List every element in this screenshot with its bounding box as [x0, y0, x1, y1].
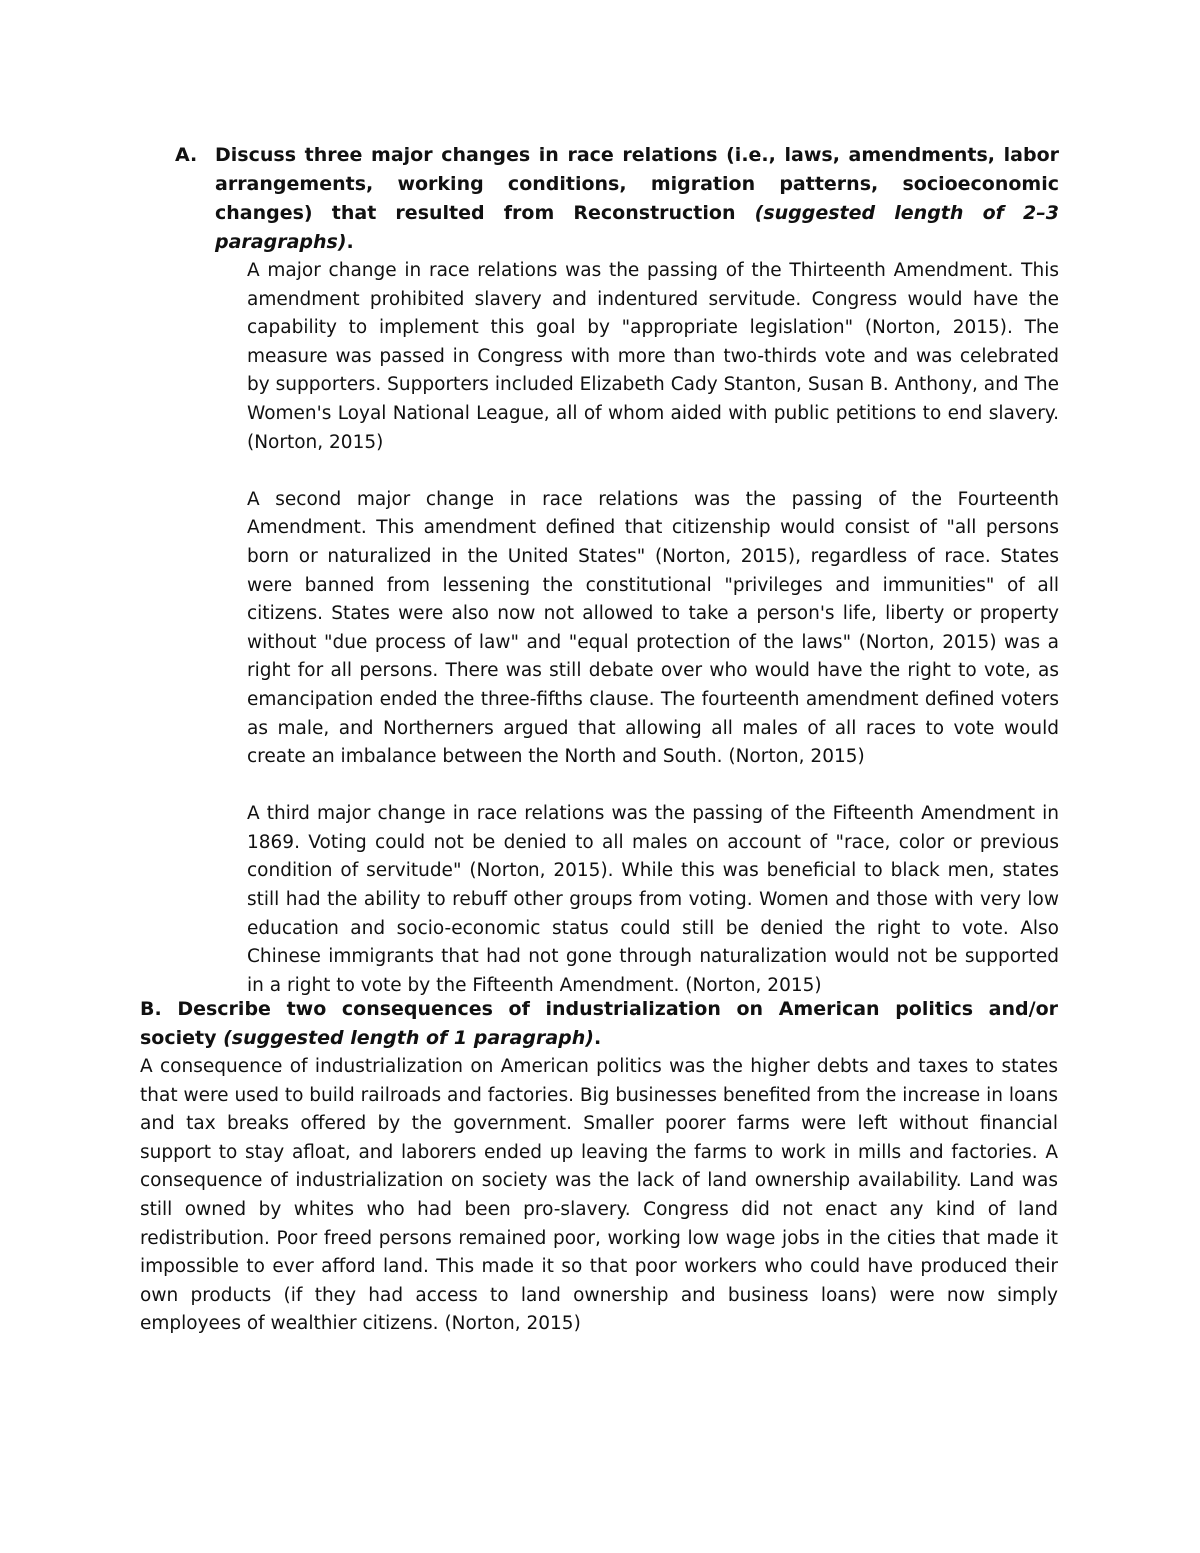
question-b-section	[140, 995, 1058, 1339]
answer-paragraph-1: A major change in race relations was the passing of the Thirteenth Amendment. This amendment prohibited slavery and indentured servitude. Congress would have the capability to implement this goal by "appropriate legislation" (Norton, 2015). The measure was passed in Congress with more than two-thirds vote and was celebrated by supporters. Supporters included Elizabeth Cady Stanton, Susan B. Anthony, and The Women's Loyal National League, all of whom aided with public petitions to end slavery. (Norton, 2015)	[247, 260, 1059, 453]
question-b-answer: A consequence of industrialization on American politics was the higher debts and taxes to states that were used to build railroads and factories. Big businesses benefited from the increase in loans and tax breaks offered by the government. Smaller poorer farms were left without financial support to stay afloat, and laborers ended up leaving the farms to work in mills and factories. A consequence of industrialization on society was the lack of land ownership availability. Land was still owned by whites who had been pro-slavery. Congress did not enact any kind of land redistribution. Poor freed persons remained poor, working low wage jobs in the cities that made it impossible to ever afford land. This made it so that poor workers who could have produced their own products (if they had access to land ownership and business loans) were now simply employees of wealthier citizens. (Norton, 2015)	[140, 1056, 1058, 1335]
question-a-heading	[175, 141, 1059, 257]
question-b-end: .	[593, 1027, 602, 1049]
question-a-answers	[247, 257, 1059, 1000]
question-a-section	[175, 141, 1059, 1000]
question-a-prompt: Discuss three major changes in race relations (i.e., laws, amendments, labor arrangements, working conditions, migration patterns, socioeconomic changes) that resulted from Reconstruction	[215, 144, 1059, 224]
question-b-prompt: B. Describe two consequences of industrialization on American politics and/or society	[140, 998, 1058, 1049]
answer-paragraph-2: A second major change in race relations was the passing of the Fourteenth Amendment. This amendment defined that citizenship would consist of "all persons born or naturalized in the United States" (Norton, 2015), regardless of race. States were banned from lessening the constitutional "privileges and immunities" of all citizens. States were also now not allowed to take a person's life, liberty or property without "due process of law" and "equal protection of the laws" (Norton, 2015) was a right for all persons. There was still debate over who would have the right to vote, as emancipation ended the three-fifths clause. The fourteenth amendment defined voters as male, and Northerners argued that allowing all males of all races to vote would create an imbalance between the North and South. (Norton, 2015)	[247, 488, 1059, 768]
question-b-suggested-length: (suggested length of 1 paragraph)	[223, 1027, 594, 1049]
question-a-end: .	[346, 231, 354, 253]
question-a-prompt-wrap	[215, 141, 1059, 257]
question-a-letter: A.	[175, 144, 198, 166]
answer-paragraph-3: A third major change in race relations was the passing of the Fifteenth Amendment in 1869. Voting could not be denied to all males on account of "race, color or previous condition of servitude" (Norton, 2015). While this was beneficial to black men, states still had the ability to rebuff other groups from voting. Women and those with very low education and socio-economic status could still be denied the right to vote. Also Chinese immigrants that had not gone through naturalization would not be supported in a right to vote by the Fifteenth Amendment. (Norton, 2015)	[247, 803, 1059, 996]
question-b-heading	[140, 995, 1058, 1053]
question-a-suggested-length: (suggested length of 2–3 paragraphs)	[215, 202, 1059, 253]
